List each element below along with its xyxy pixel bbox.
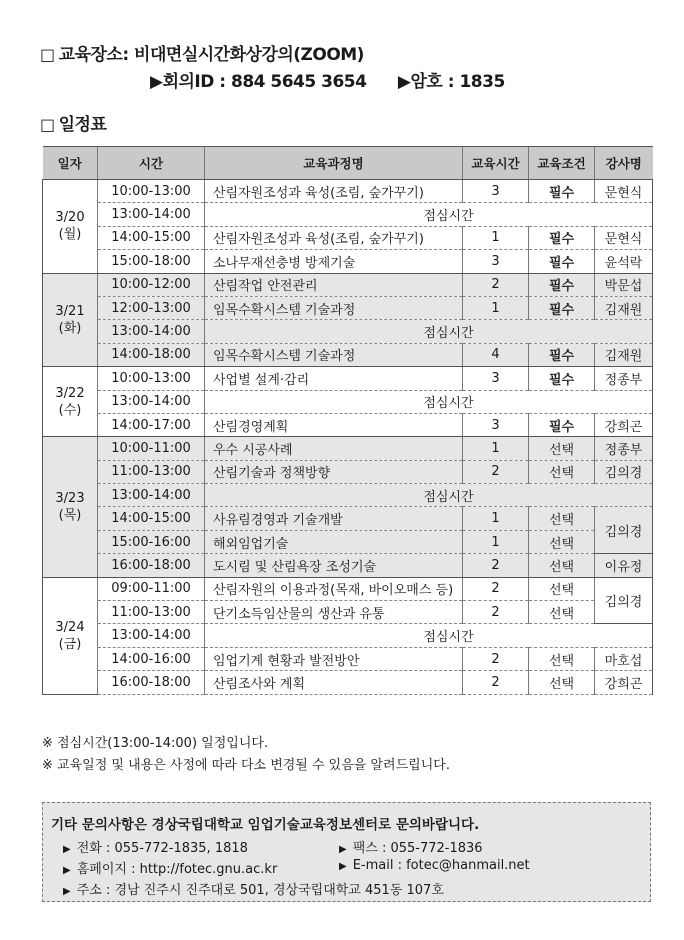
header-date: 일자 — [43, 147, 98, 180]
time-cell: 14:00-15:00 — [98, 226, 205, 249]
time-cell: 10:00-13:00 — [98, 367, 205, 390]
table-row — [43, 296, 653, 319]
header-teacher: 강사명 — [595, 147, 653, 180]
date-cell — [43, 180, 98, 274]
contact-homepage[interactable]: ▶ 홈페이지 : http://fotec.gnu.ac.kr — [63, 862, 278, 877]
weekday-label: (화) — [58, 320, 82, 336]
weekday-label: (수) — [58, 402, 82, 418]
course-cell: 임목수확시스템 기술과정 — [205, 296, 463, 319]
weekday-label: (금) — [58, 636, 82, 652]
checkbox-bullet-icon: □ — [40, 115, 55, 134]
table-header-row — [43, 147, 653, 180]
lunch-row — [43, 203, 653, 226]
teacher-cell: 윤석락 — [595, 250, 653, 273]
hours-cell: 1 — [463, 530, 529, 553]
hours-cell: 2 — [463, 601, 529, 624]
weekday-label: (목) — [58, 507, 82, 523]
condition-cell: 필수 — [529, 296, 595, 319]
condition-cell: 선택 — [529, 437, 595, 460]
time-cell: 14:00-16:00 — [98, 647, 205, 670]
condition-cell: 선택 — [529, 460, 595, 483]
course-cell: 사유림경영과 기술개발 — [205, 507, 463, 530]
course-cell: 도시림 및 산림욕장 조성기술 — [205, 554, 463, 577]
teacher-cell: 강희곤 — [595, 671, 653, 694]
arrow-icon: ▶ — [339, 844, 347, 855]
date-label: 3/20 — [55, 210, 85, 226]
course-cell: 임목수확시스템 기술과정 — [205, 343, 463, 366]
hours-cell: 2 — [463, 273, 529, 296]
time-cell: 13:00-14:00 — [98, 203, 205, 226]
table-row — [43, 671, 653, 694]
header-condition: 교육조건 — [529, 147, 595, 180]
teacher-cell: 김재원 — [595, 296, 653, 319]
date-cell — [43, 437, 98, 577]
condition-cell: 필수 — [529, 180, 595, 203]
teacher-cell: 김의경 — [595, 507, 653, 554]
lunch-cell: 점심시간 — [205, 484, 653, 507]
hours-cell: 4 — [463, 343, 529, 366]
course-cell: 소나무재선충병 방제기술 — [205, 250, 463, 273]
password-label: 암호 — [410, 72, 443, 92]
arrow-icon: ▶ — [150, 72, 163, 92]
course-cell: 임업기계 현황과 발전방안 — [205, 647, 463, 670]
condition-cell: 선택 — [529, 601, 595, 624]
hours-cell: 2 — [463, 554, 529, 577]
teacher-cell: 박문섭 — [595, 273, 653, 296]
lunch-row — [43, 390, 653, 413]
schedule-heading — [40, 110, 106, 135]
course-cell: 산림경영계획 — [205, 413, 463, 436]
lunch-cell: 점심시간 — [205, 320, 653, 343]
time-cell: 11:00-13:00 — [98, 460, 205, 483]
hours-cell: 3 — [463, 180, 529, 203]
arrow-icon: ▶ — [397, 72, 411, 92]
time-cell: 13:00-14:00 — [98, 320, 205, 343]
condition-cell: 필수 — [529, 343, 595, 366]
meeting-id-value: 884 5645 3654 — [231, 72, 367, 92]
time-cell: 15:00-16:00 — [98, 530, 205, 553]
hours-cell: 1 — [463, 226, 529, 249]
checkbox-bullet-icon: □ — [40, 45, 55, 64]
condition-cell: 선택 — [529, 647, 595, 670]
date-label: 3/23 — [55, 490, 85, 506]
course-cell: 산림자원조성과 육성(조림, 숲가꾸기) — [205, 226, 463, 249]
header-time: 시간 — [98, 147, 205, 180]
header-course: 교육과정명 — [205, 147, 463, 180]
condition-cell: 선택 — [529, 530, 595, 553]
course-cell: 우수 시공사례 — [205, 437, 463, 460]
teacher-cell: 김의경 — [595, 460, 653, 483]
course-cell: 사업별 설계·감리 — [205, 367, 463, 390]
date-label: 3/24 — [55, 619, 85, 635]
time-cell: 10:00-12:00 — [98, 273, 205, 296]
table-row — [43, 413, 653, 436]
hours-cell: 2 — [463, 460, 529, 483]
lunch-cell: 점심시간 — [205, 390, 653, 413]
contact-email[interactable]: ▶ E-mail : fotec@hanmail.net — [339, 858, 530, 873]
course-cell: 산림조사와 계획 — [205, 671, 463, 694]
time-cell: 16:00-18:00 — [98, 554, 205, 577]
table-row — [43, 226, 653, 249]
hours-cell: 1 — [463, 437, 529, 460]
condition-cell: 필수 — [529, 250, 595, 273]
note-change: ※ 교육일정 및 내용은 사정에 따라 다소 변경될 수 있음을 알려드립니다. — [42, 758, 450, 773]
arrow-icon: ▶ — [63, 886, 71, 897]
time-cell: 16:00-18:00 — [98, 671, 205, 694]
table-row — [43, 577, 653, 600]
time-cell: 11:00-13:00 — [98, 601, 205, 624]
date-cell — [43, 367, 98, 437]
contact-title: 기타 문의사항은 경상국립대학교 임업기술교육정보센터로 문의바랍니다. — [51, 817, 480, 833]
schedule-table — [42, 146, 653, 695]
condition-cell: 필수 — [529, 413, 595, 436]
condition-cell: 필수 — [529, 367, 595, 390]
password-value: 1835 — [459, 72, 505, 92]
hours-cell: 3 — [463, 413, 529, 436]
time-cell: 10:00-13:00 — [98, 180, 205, 203]
course-cell: 단기소득임산물의 생산과 유통 — [205, 601, 463, 624]
lunch-row — [43, 484, 653, 507]
condition-cell: 필수 — [529, 226, 595, 249]
header-hours: 교육시간 — [463, 147, 529, 180]
venue-value: 비대면실시간화상강의(ZOOM) — [134, 45, 364, 65]
course-cell: 산림기술과 정책방향 — [205, 460, 463, 483]
time-cell: 13:00-14:00 — [98, 390, 205, 413]
time-cell: 14:00-18:00 — [98, 343, 205, 366]
meeting-id-label: 회의ID — [162, 72, 214, 92]
hours-cell: 1 — [463, 507, 529, 530]
contact-phone: ▶ 전화 : 055-772-1835, 1818 — [63, 841, 248, 856]
table-row — [43, 180, 653, 203]
lunch-cell: 점심시간 — [205, 203, 653, 226]
time-cell: 09:00-11:00 — [98, 577, 205, 600]
condition-cell: 필수 — [529, 273, 595, 296]
table-row — [43, 530, 653, 553]
time-cell: 10:00-11:00 — [98, 437, 205, 460]
course-cell: 산림자원조성과 육성(조림, 숲가꾸기) — [205, 180, 463, 203]
table-row — [43, 250, 653, 273]
notes — [42, 733, 450, 777]
hours-cell: 2 — [463, 577, 529, 600]
schedule-title: 일정표 — [58, 115, 107, 135]
arrow-icon: ▶ — [339, 861, 347, 872]
contact-box — [42, 802, 651, 902]
date-cell — [43, 577, 98, 694]
condition-cell: 선택 — [529, 554, 595, 577]
teacher-cell: 김의경 — [595, 577, 653, 624]
teacher-cell: 정종부 — [595, 367, 653, 390]
meeting-info: ▶회의ID : 884 5645 3654 ▶암호 : 1835 — [150, 72, 505, 92]
date-label: 3/21 — [55, 303, 85, 319]
condition-cell: 선택 — [529, 577, 595, 600]
table-row — [43, 437, 653, 460]
arrow-icon: ▶ — [63, 865, 71, 876]
teacher-cell: 마호섭 — [595, 647, 653, 670]
hours-cell: 1 — [463, 296, 529, 319]
time-cell: 14:00-17:00 — [98, 413, 205, 436]
teacher-cell: 문현식 — [595, 226, 653, 249]
table-row — [43, 367, 653, 390]
time-cell: 12:00-13:00 — [98, 296, 205, 319]
time-cell: 13:00-14:00 — [98, 624, 205, 647]
table-row — [43, 601, 653, 624]
lunch-row — [43, 624, 653, 647]
lunch-row — [43, 320, 653, 343]
table-row — [43, 647, 653, 670]
course-cell: 산림자원의 이용과정(목재, 바이오매스 등) — [205, 577, 463, 600]
date-cell — [43, 273, 98, 367]
lunch-cell: 점심시간 — [205, 624, 653, 647]
teacher-cell: 이유정 — [595, 554, 653, 577]
table-row — [43, 507, 653, 530]
hours-cell: 3 — [463, 250, 529, 273]
time-cell: 13:00-14:00 — [98, 484, 205, 507]
course-cell: 해외임업기술 — [205, 530, 463, 553]
teacher-cell: 문현식 — [595, 180, 653, 203]
venue-label: 교육장소 — [58, 45, 123, 65]
venue-heading: □ 교육장소: 비대면실시간화상강의(ZOOM) — [40, 45, 364, 65]
teacher-cell: 정종부 — [595, 437, 653, 460]
arrow-icon: ▶ — [63, 844, 71, 855]
time-cell: 15:00-18:00 — [98, 250, 205, 273]
contact-fax: ▶ 팩스 : 055-772-1836 — [339, 841, 483, 856]
course-cell: 산림작업 안전관리 — [205, 273, 463, 296]
hours-cell: 3 — [463, 367, 529, 390]
teacher-cell: 강희곤 — [595, 413, 653, 436]
table-row — [43, 273, 653, 296]
hours-cell: 2 — [463, 647, 529, 670]
table-row — [43, 343, 653, 366]
condition-cell: 선택 — [529, 507, 595, 530]
condition-cell: 선택 — [529, 671, 595, 694]
note-lunch: ※ 점심시간(13:00-14:00) 일정입니다. — [42, 736, 269, 751]
table-row — [43, 460, 653, 483]
weekday-label: (월) — [58, 227, 82, 243]
table-row — [43, 554, 653, 577]
date-label: 3/22 — [55, 385, 85, 401]
time-cell: 14:00-15:00 — [98, 507, 205, 530]
teacher-cell: 김재원 — [595, 343, 653, 366]
contact-address: ▶ 주소 : 경남 진주시 진주대로 501, 경상국립대학교 451동 107호 — [63, 883, 444, 898]
hours-cell: 2 — [463, 671, 529, 694]
